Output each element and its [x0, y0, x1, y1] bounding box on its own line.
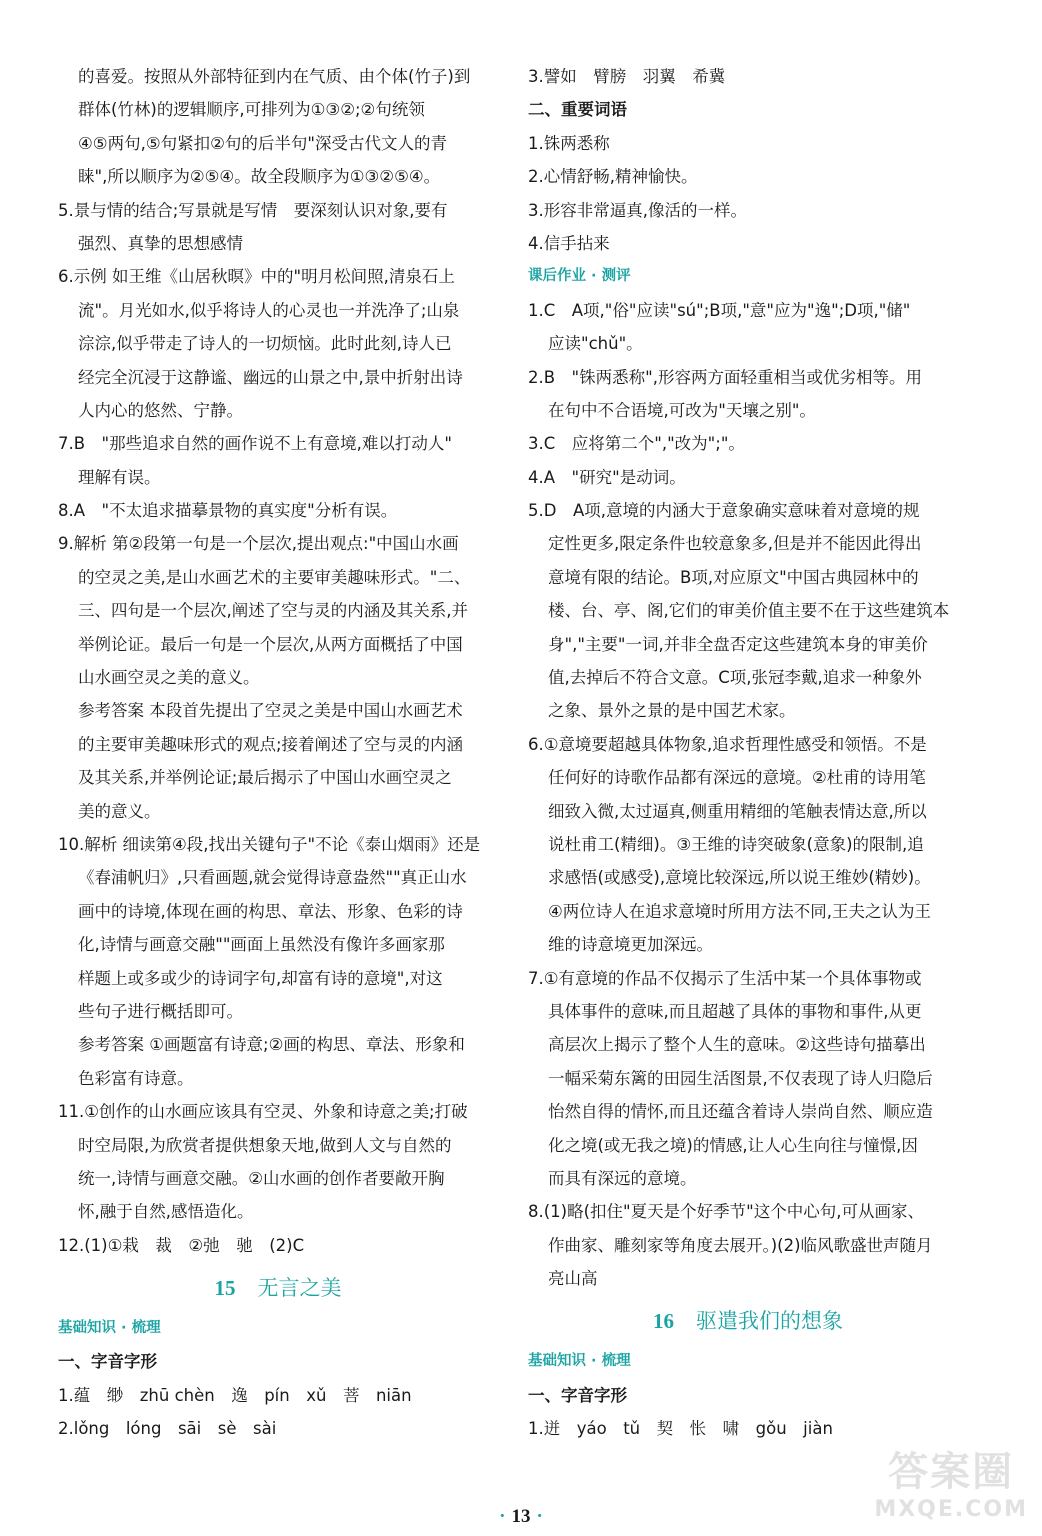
- text-line: 5.景与情的结合;写景就是写情 要深刻认识对象,要有: [58, 200, 448, 220]
- text-line: 意境有限的结论。B项,对应原文"中国古典园林中的: [548, 567, 919, 587]
- text-line: 细致入微,太过逼真,侧重用精细的笔触表情达意,所以: [548, 801, 927, 821]
- text-line: 流"。月光如水,似乎将诗人的心灵也一并洗净了;山泉: [78, 300, 460, 320]
- text-line: 1.铢两悉称: [528, 133, 610, 153]
- text-line: 3.形容非常逼真,像活的一样。: [528, 200, 747, 220]
- text-line: 具体事件的意味,而且超越了具体的事物和事件,从更: [548, 1001, 922, 1021]
- watermark-logo: [874, 1440, 1028, 1522]
- text-line: 楼、台、亭、阁,它们的审美价值主要不在于这些建筑本: [548, 601, 950, 621]
- section-heading: 一、字音字形: [58, 1352, 157, 1372]
- chapter-heading: [58, 1262, 498, 1312]
- text-line: 怡然自得的情怀,而且还蕴含着诗人崇尚自然、顺应造: [548, 1102, 933, 1122]
- text-line: 4.A "研究"是动词。: [528, 467, 686, 487]
- text-line: 一幅采菊东篱的田园生活图景,不仅表现了诗人归隐后: [548, 1068, 933, 1088]
- text-line: 淙淙,似乎带走了诗人的一切烦恼。此时此刻,诗人已: [78, 334, 452, 354]
- text-line: 9.解析 第②段第一句是一个层次,提出观点:"中国山水画: [58, 534, 459, 554]
- text-line: 应读"chǔ"。: [548, 334, 643, 354]
- text-line: 值,去掉后不符合文意。C项,张冠李戴,追求一种象外: [548, 668, 922, 688]
- text-line: 及其关系,并举例论证;最后揭示了中国山水画空灵之: [78, 768, 452, 788]
- text-line: 12.(1)①栽 裁 ②弛 驰 (2)C: [58, 1235, 305, 1255]
- text-line: 作曲家、雕刻家等角度去展开。)(2)临风歌盛世声随月: [548, 1235, 933, 1255]
- chapter-heading: [528, 1295, 968, 1345]
- left-column: [58, 60, 498, 1446]
- text-line: 在句中不合语境,可改为"天壤之别"。: [548, 400, 816, 420]
- text-line: 维的诗意境更加深远。: [548, 935, 713, 955]
- text-line: 时空局限,为欣赏者提供想象天地,做到人文与自然的: [78, 1135, 452, 1155]
- text-line: 3.譬如 臂膀 羽翼 希冀: [528, 67, 726, 86]
- text-line: 的喜爱。按照从外部特征到内在气质、由个体(竹子)到: [78, 67, 471, 86]
- text-line: 说杜甫工(精细)。③王维的诗突破象(意象)的限制,追: [548, 834, 924, 854]
- text-line: 11.①创作的山水画应该具有空灵、外象和诗意之美;打破: [58, 1102, 468, 1122]
- text-line: 怀,融于自然,感悟造化。: [78, 1202, 254, 1222]
- text-line: 统一,诗情与画意交融。②山水画的创作者要敞开胸: [78, 1168, 445, 1188]
- text-line: 5.D A项,意境的内涵大于意象确实意味着对意境的规: [528, 501, 920, 521]
- watermark-title: 答案圈: [888, 1449, 1015, 1495]
- watermark-url: MXQE.COM: [874, 1497, 1028, 1522]
- text-line: 的主要审美趣味形式的观点;接着阐述了空与灵的内涵: [78, 734, 464, 754]
- text-line: 画中的诗境,体现在画的构思、章法、形象、色彩的诗: [78, 901, 463, 921]
- chapter-title: 无言之美: [257, 1276, 342, 1301]
- text-line: 2.心情舒畅,精神愉快。: [528, 167, 698, 187]
- chapter-number: 15: [214, 1276, 236, 1301]
- section-label: 基础知识 · 梳理: [528, 1353, 631, 1370]
- text-line: 而具有深远的意境。: [548, 1168, 697, 1188]
- text-line: 2.lǒng lóng sāi sè sài: [58, 1419, 277, 1439]
- section-heading: 一、字音字形: [528, 1385, 627, 1405]
- section-heading: 二、重要词语: [528, 100, 627, 120]
- text-line: 三、四句是一个层次,阐述了空与灵的内涵及其关系,并: [78, 601, 468, 621]
- text-line: 些句子进行概括即可。: [78, 1001, 243, 1021]
- text-line: 群体(竹林)的逻辑顺序,可排列为①③②;②句统领: [78, 100, 425, 120]
- text-line: 7.B "那些追求自然的画作说不上有意境,难以打动人": [58, 434, 452, 454]
- text-line: 强烈、真挚的思想感情: [78, 233, 243, 253]
- text-line: 参考答案 本段首先提出了空灵之美是中国山水画艺术: [78, 701, 463, 721]
- text-line: ④两位诗人在追求意境时所用方法不同,王夫之认为王: [548, 901, 932, 921]
- text-line: 色彩富有诗意。: [78, 1068, 194, 1088]
- text-line: 1.迸 yáo tǔ 契 怅 啸 gǒu jiàn: [528, 1419, 833, 1439]
- text-line: 人内心的悠然、宁静。: [78, 400, 243, 420]
- text-line: 理解有误。: [78, 467, 161, 487]
- text-line: 任何好的诗歌作品都有深远的意境。②杜甫的诗用笔: [548, 768, 926, 788]
- text-line: 8.(1)略(扣住"夏天是个好季节"这个中心句,可从画家、: [528, 1202, 924, 1222]
- text-line: 10.解析 细读第④段,找出关键句子"不论《泰山烟雨》还是: [58, 834, 481, 854]
- text-line: 4.信手拈来: [528, 233, 610, 253]
- text-line: 山水画空灵之美的意义。: [78, 668, 260, 688]
- section-label: 课后作业 · 测评: [528, 268, 631, 285]
- text-line: 定性更多,限定条件也较意象多,但是并不能因此得出: [548, 534, 922, 554]
- text-line: 经完全沉浸于这静谧、幽远的山景之中,景中折射出诗: [78, 367, 463, 387]
- page-number: 13: [511, 1506, 531, 1527]
- text-line: 睐",所以顺序为②⑤④。故全段顺序为①③②⑤④。: [78, 167, 441, 187]
- text-line: 化之境(或无我之境)的情感,让人心生向往与憧憬,因: [548, 1135, 918, 1155]
- text-line: 2.B "铢两悉称",形容两方面轻重相当或优劣相等。用: [528, 367, 922, 387]
- text-line: 6.①意境要超越具体物象,追求哲理性感受和领悟。不是: [528, 734, 927, 754]
- text-line: 参考答案 ①画题富有诗意;②画的构思、章法、形象和: [78, 1035, 465, 1055]
- text-line: 6.示例 如王维《山居秋暝》中的"明月松间照,清泉石上: [58, 267, 455, 287]
- text-line: 7.①有意境的作品不仅揭示了生活中某一个具体事物或: [528, 968, 922, 988]
- text-line: 1.C A项,"俗"应读"sú";B项,"意"应为"逸";D项,"储": [528, 300, 911, 320]
- text-line: ④⑤两句,⑤句紧扣②句的后半句"深受古代文人的青: [78, 133, 448, 153]
- text-line: 的空灵之美,是山水画艺术的主要审美趣味形式。"二、: [78, 567, 471, 587]
- dot-left-icon: ·: [499, 1506, 506, 1527]
- text-line: 美的意义。: [78, 801, 161, 821]
- dot-right-icon: ·: [536, 1506, 543, 1527]
- right-column: [528, 60, 968, 1446]
- chapter-title: 驱遣我们的想象: [696, 1309, 843, 1334]
- text-line: 《春浦帆归》,只看画题,就会觉得诗意盎然""真正山水: [78, 868, 467, 888]
- text-line: 8.A "不太追求描摹景物的真实度"分析有误。: [58, 501, 398, 521]
- text-line: 化,诗情与画意交融""画面上虽然没有像许多画家那: [78, 935, 445, 955]
- text-line: 3.C 应将第二个","改为";"。: [528, 434, 745, 454]
- section-label: 基础知识 · 梳理: [58, 1320, 161, 1337]
- chapter-number: 16: [653, 1309, 674, 1334]
- text-line: 亮山高: [548, 1269, 598, 1289]
- text-line: 高层次上揭示了整个人生的意味。②这些诗句描摹出: [548, 1035, 926, 1055]
- text-line: 样题上或多或少的诗词字句,却富有诗的意境",对这: [78, 968, 443, 988]
- text-line: 之象、景外之景的是中国艺术家。: [548, 701, 796, 721]
- text-line: 举例论证。最后一句是一个层次,从两方面概括了中国: [78, 634, 463, 654]
- text-line: 求感悟(或感受),意境比较深远,所以说王维妙(精妙)。: [548, 868, 931, 888]
- text-line: 身","主要"一词,并非全盘否定这些建筑本身的审美价: [548, 634, 928, 654]
- text-line: 1.蕴 缈 zhū chèn 逸 pín xǔ 菩 niān: [58, 1385, 412, 1405]
